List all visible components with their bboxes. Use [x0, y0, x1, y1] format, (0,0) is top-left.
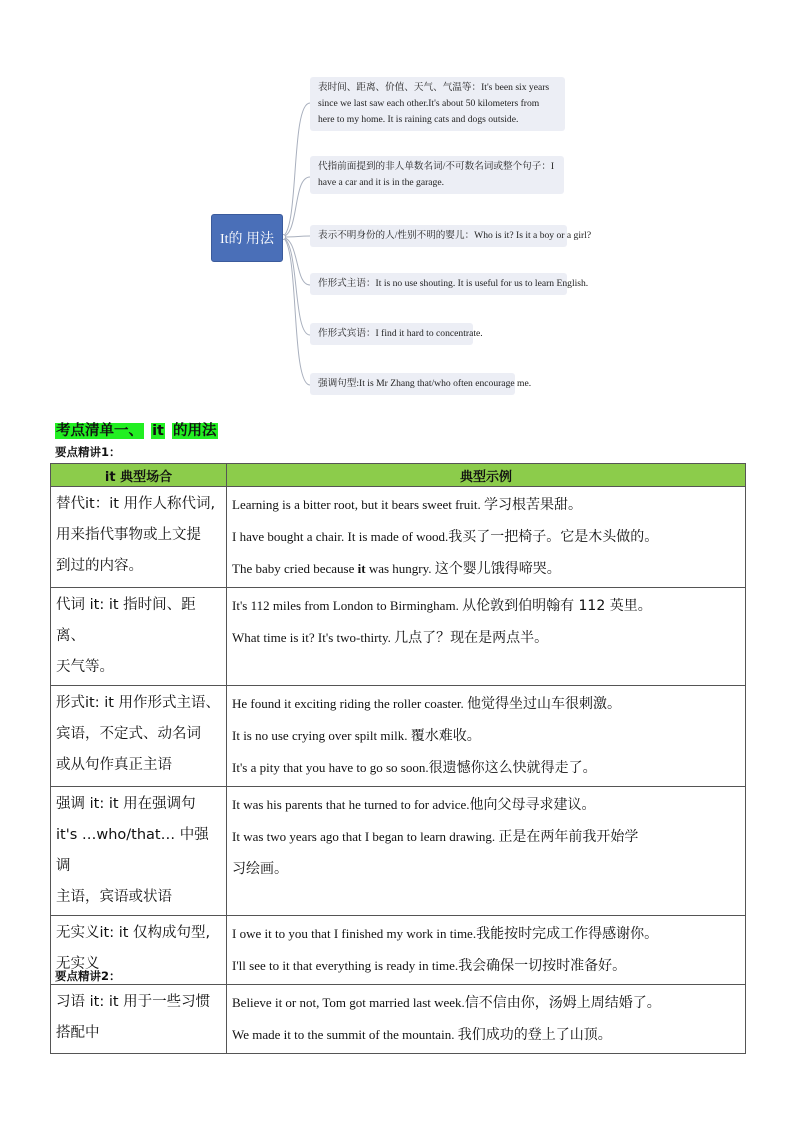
example-line: I owe it to you that I finished my work in time.我能按时完成工作得感谢你。 — [232, 926, 659, 942]
table-header-row — [51, 464, 746, 487]
mind-map-node-reference: 代指前面提到的非人单数名词/不可数名词或整个句子：I have a car and it is in the garage. — [310, 156, 564, 194]
scene-cell — [51, 487, 227, 588]
heading-part-1: 考点清单一、 — [56, 423, 143, 439]
scene-line: 主语，宾语或状语 — [56, 889, 172, 905]
scene-line: 无实义it: it 仅构成句型, — [56, 925, 211, 941]
table-row — [51, 588, 746, 686]
scene-line: 习语 it: it 用于一些习惯 — [56, 994, 211, 1010]
example-cell — [227, 487, 746, 588]
section-heading — [55, 419, 218, 440]
table-row — [51, 487, 746, 588]
mind-map-node-emphatic: 强调句型:It is Mr Zhang that/who often encourage me. — [310, 373, 515, 395]
example-cell — [227, 686, 746, 787]
example-line: 习绘画。 — [232, 861, 288, 877]
scene-line: 搭配中 — [56, 1025, 100, 1041]
scene-line: 代词 it: it 指时间、距离、 — [56, 597, 196, 644]
scene-line: 无实义 — [56, 956, 100, 972]
table-row — [51, 787, 746, 916]
mind-map-node-formal-object: 作形式宾语：I find it hard to concentrate. — [310, 323, 473, 345]
table-row — [51, 686, 746, 787]
example-line: Believe it or not, Tom got married last week.信不信由你，汤姆上周结婚了。 — [232, 995, 661, 1011]
example-line: I'll see to it that everything is ready in time.我会确保一切按时准备好。 — [232, 958, 627, 974]
scene-cell — [51, 985, 227, 1054]
sub-heading-2: 要点精讲2： — [55, 969, 121, 983]
scene-cell — [51, 787, 227, 916]
scene-line: 替代it：it 用作人称代词, — [56, 496, 216, 512]
mind-map-connectors — [0, 0, 794, 410]
mind-map — [0, 0, 794, 410]
scene-cell — [51, 588, 227, 686]
mind-map-root: It的 用法 — [211, 214, 283, 262]
example-line: We made it to the summit of the mountain. 我们成功的登上了山顶。 — [232, 1027, 612, 1043]
example-line: I have bought a chair. It is made of wood.我买了一把椅子。它是木头做的。 — [232, 529, 659, 545]
it-usage-table — [50, 463, 746, 1054]
example-line: It is no use crying over spilt milk. 覆水难收。 — [232, 728, 481, 744]
example-line: What time is it? It's two-thirty. 几点了？现在是两点半。 — [232, 630, 549, 646]
example-line: The baby cried because it was hungry. 这个婴儿饿得啼哭。 — [232, 561, 561, 577]
example-cell — [227, 588, 746, 686]
mind-map-node-unknown-identity: 表示不明身份的人/性别不明的婴儿：Who is it? Is it a boy or a girl? — [310, 225, 567, 247]
scene-line: 到过的内容。 — [56, 558, 143, 574]
heading-part-3: 的用法 — [173, 423, 217, 439]
scene-line: 或从句作真正主语 — [56, 757, 172, 773]
scene-line: 天气等。 — [56, 659, 114, 675]
scene-line: 形式it: it 用作形式主语、 — [56, 695, 221, 711]
heading-part-2: it — [152, 423, 164, 439]
header-scene: it 典型场合 — [51, 464, 227, 487]
example-line: It's 112 miles from London to Birmingham. 从伦敦到伯明翰有 112 英里。 — [232, 598, 652, 614]
mind-map-node-time-distance: 表时间、距离、价值、天气、气温等：It's been six years since we last saw each other.It's about 50 kilometers from here to my home. It is raining cats and dogs outside. — [310, 77, 565, 131]
scene-cell — [51, 686, 227, 787]
example-cell — [227, 916, 746, 985]
mind-map-node-formal-subject: 作形式主语：It is no use shouting. It is useful for us to learn English. — [310, 273, 567, 295]
example-line: It was two years ago that I began to learn drawing. 正是在两年前我开始学 — [232, 829, 639, 845]
example-line: It was his parents that he turned to for advice.他向父母寻求建议。 — [232, 797, 596, 813]
example-cell — [227, 787, 746, 916]
example-cell — [227, 985, 746, 1054]
sub-heading-1: 要点精讲1： — [55, 445, 121, 459]
example-line: Learning is a bitter root, but it bears sweet fruit. 学习根苦果甜。 — [232, 497, 582, 513]
example-line: He found it exciting riding the roller coaster. 他觉得坐过山车很刺激。 — [232, 696, 622, 712]
scene-line: 宾语，不定式、动名词 — [56, 726, 201, 742]
scene-line: 强调 it: it 用在强调句 — [56, 796, 196, 812]
header-examples: 典型示例 — [227, 464, 746, 487]
table-row — [51, 916, 746, 985]
scene-line: 用来指代事物或上文提 — [56, 527, 201, 543]
scene-line: it's …who/that… 中强调 — [56, 827, 209, 874]
example-line: It's a pity that you have to go so soon.很遗憾你这么快就得走了。 — [232, 760, 597, 776]
table-row — [51, 985, 746, 1054]
